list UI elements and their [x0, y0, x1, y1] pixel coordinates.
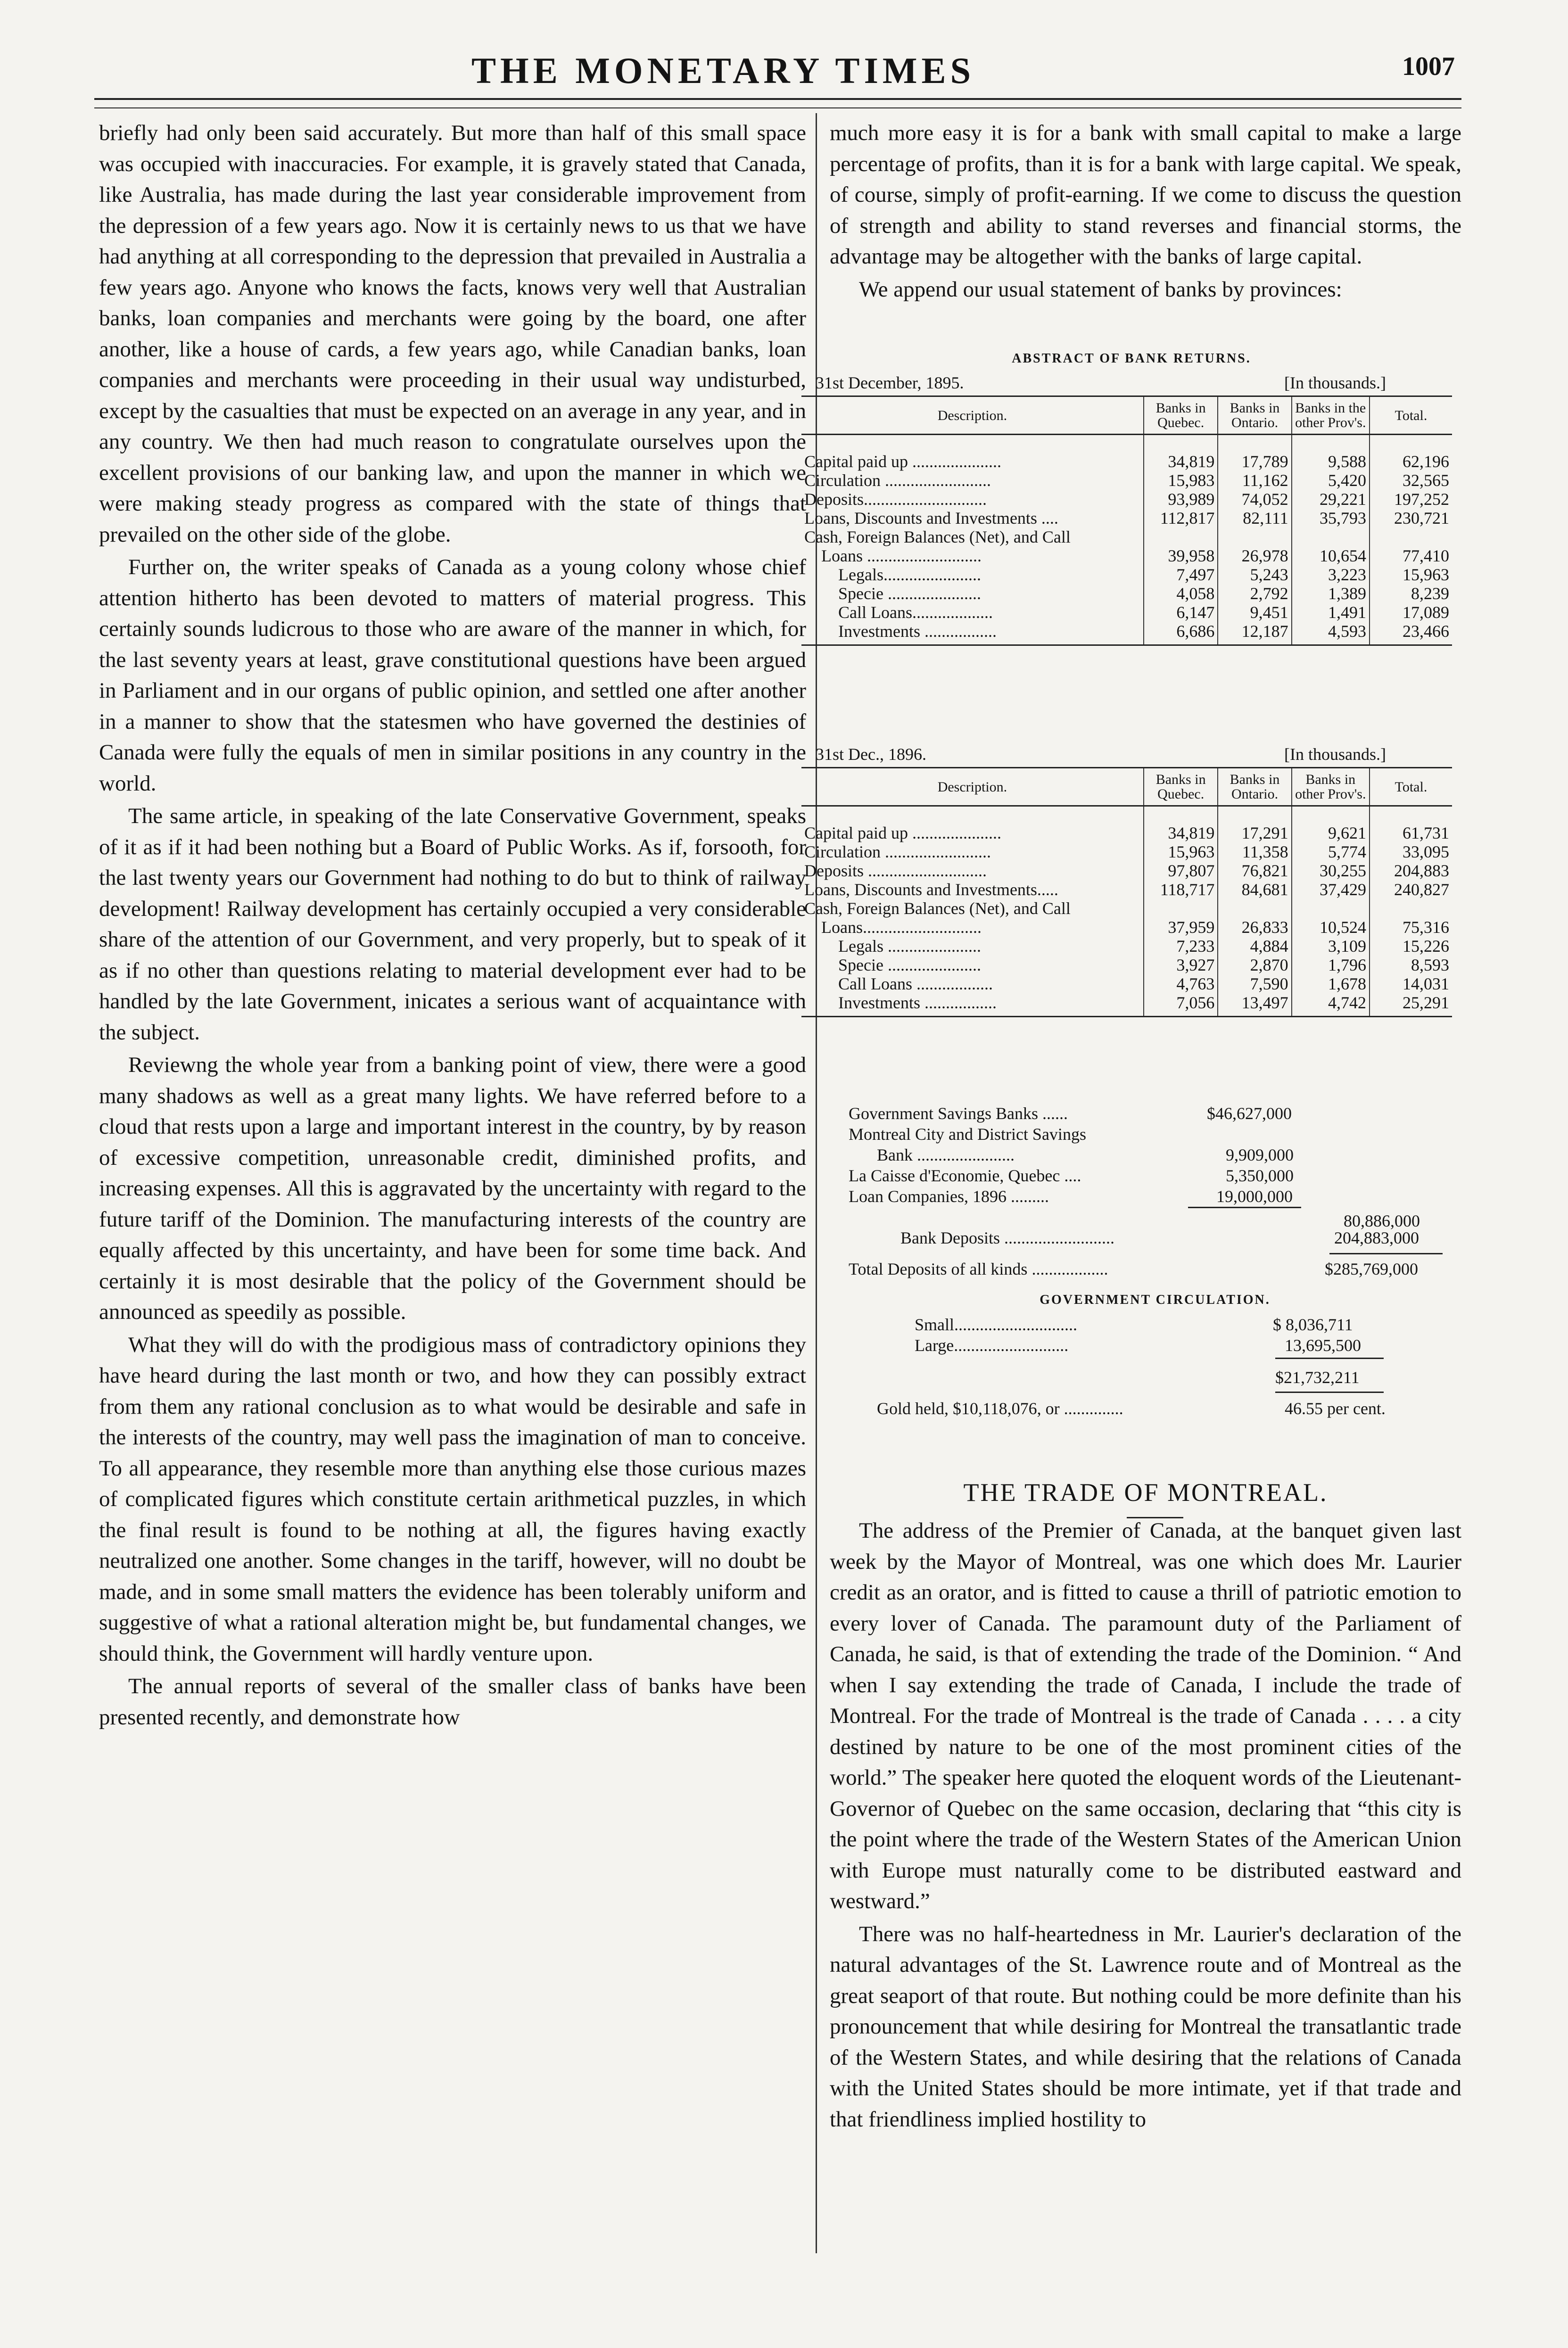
row-value: 84,681 [1218, 880, 1291, 899]
row-value: 4,058 [1144, 584, 1218, 603]
row-value: 15,226 [1370, 937, 1452, 956]
row-value: 17,789 [1218, 435, 1291, 471]
table-row [801, 918, 1452, 937]
summary-amount: 19,000,000 [1216, 1187, 1293, 1206]
row-value: 61,731 [1370, 806, 1452, 843]
table-row [801, 937, 1452, 956]
row-value: 29,221 [1292, 490, 1370, 509]
row-value: 62,196 [1370, 435, 1452, 471]
row-value: 2,792 [1218, 584, 1291, 603]
summary-amount: $ 8,036,711 [1273, 1315, 1353, 1334]
summary-label: Bank ....................... [877, 1145, 1015, 1164]
paragraph: The address of the Premier of Canada, at the banquet given last week by the Mayor of Montreal, was one which does Mr. Laurier credit as an orator, and is fitted to cause a thrill of patriotic emotion to every lover of Canada. The paramount duty of the Parliament of Canada, he said, is that of extending the trade of the Dominion. “ And when I say extending the trade of Canada, I include the trade of Montreal. For the trade of Montreal is the trade of Canada . . . . a city destined by nature to be one of the most prominent cities of the world.” The speaker here quoted the eloquent words of the Lieutenant-Governor of Quebec on the same occasion, declaring that “this city is the point where the trade of the Western States of the American Union with Europe must naturally come to be distributed eastward and westward.” [830, 1518, 1461, 1913]
row-value: 197,252 [1370, 490, 1452, 509]
table-row [801, 546, 1452, 565]
summary-label: Small............................. [915, 1315, 1078, 1334]
row-value: 30,255 [1292, 861, 1370, 880]
summary-label: Montreal City and District Savings [849, 1125, 1086, 1144]
row-value: 7,233 [1144, 937, 1218, 956]
section-title: THE TRADE OF MONTREAL. [963, 1478, 1328, 1507]
row-value: 7,497 [1144, 565, 1218, 584]
row-value: 4,884 [1218, 937, 1291, 956]
trade-article [830, 1516, 1461, 2137]
row-value: 9,451 [1218, 603, 1291, 622]
row-value: 10,654 [1292, 546, 1370, 565]
row-value: 12,187 [1218, 622, 1291, 645]
row-value: 23,466 [1370, 622, 1452, 645]
row-value: 1,389 [1292, 584, 1370, 603]
row-value: 7,056 [1144, 993, 1218, 1017]
summary-label: Government Savings Banks ...... [849, 1104, 1068, 1123]
col-header: Banks in Ontario. [1218, 768, 1291, 806]
row-value: 26,833 [1218, 918, 1291, 937]
publication-title: THE MONETARY TIMES [471, 50, 975, 91]
row-description: Loans............................ [804, 918, 982, 937]
row-value: 15,983 [1144, 471, 1218, 490]
col-header: Total. [1370, 396, 1452, 435]
row-value [1218, 899, 1291, 918]
row-value: 240,827 [1370, 880, 1452, 899]
row-value: 1,678 [1292, 974, 1370, 993]
row-value: 3,223 [1292, 565, 1370, 584]
bank-returns-1896 [801, 738, 1461, 1017]
row-value: 4,593 [1292, 622, 1370, 645]
row-value [1292, 899, 1370, 918]
paragraph: We append our usual statement of banks by provinces: [859, 277, 1342, 302]
row-value: 204,883 [1370, 861, 1452, 880]
row-description: Circulation ......................... [804, 471, 991, 490]
gov-circulation-title: GOVERNMENT CIRCULATION. [1040, 1293, 1271, 1307]
table-unit: [In thousands.] [1284, 373, 1386, 392]
row-description: Cash, Foreign Balances (Net), and Call [804, 527, 1071, 546]
row-value: 75,316 [1370, 918, 1452, 937]
table-row [801, 861, 1452, 880]
table-row [801, 435, 1452, 471]
table-row [801, 603, 1452, 622]
row-value: 74,052 [1218, 490, 1291, 509]
masthead [0, 45, 1568, 97]
paragraph: There was no half-heartedness in Mr. Laurier's declaration of the natural advantages of the St. Lawrence route and of Montreal as the great seaport of that route. But nothing could be more definite than his pronouncement that while desiring for Montreal the transatlantic trade of the Western States, and while desiring that the relations of Canada with the United States should be more intimate, yet if that trade and that friendliness implied hostility to [830, 1921, 1461, 2132]
table-date: 31st Dec., 1896. [816, 745, 926, 764]
summary-label: La Caisse d'Economie, Quebec .... [849, 1166, 1081, 1185]
row-description: Investments ................. [801, 993, 1144, 1017]
row-value: 1,796 [1292, 956, 1370, 974]
row-value: 15,963 [1144, 842, 1218, 861]
left-column [99, 118, 806, 1735]
row-description: Loans ........................... [804, 546, 982, 565]
row-description: Specie ...................... [804, 584, 981, 603]
row-value [1144, 899, 1218, 918]
table-row [801, 842, 1452, 861]
row-value: 5,420 [1292, 471, 1370, 490]
row-description: Call Loans................... [804, 603, 993, 622]
row-value: 37,959 [1144, 918, 1218, 937]
row-value: 76,821 [1218, 861, 1291, 880]
row-value: 34,819 [1144, 435, 1218, 471]
bank-returns-1895 [801, 351, 1461, 646]
row-value: 230,721 [1370, 509, 1452, 527]
row-value: 82,111 [1218, 509, 1291, 527]
summary-label: Total Deposits of all kinds .................. [849, 1260, 1108, 1278]
row-description: Legals....................... [804, 565, 981, 584]
bank-table [801, 395, 1452, 646]
row-value: 9,621 [1292, 806, 1370, 843]
paragraph: What they will do with the prodigious mass of contradictory opinions they have heard during the last month or two, and how they can possibly extract from them any rational conclusion as to what would be desirable and safe in the interests of the country, may well pass the imagination of man to conceive. To all appearance, they resemble more than anything else those curious mazes of complicated figures which constitute certain arithmetical puzzles, in which the final result is found to be nothing at all, the figures having exactly neutralized one another. Some changes in the tariff, however, will no doubt be made, and in some small matters the evidence has been tolerably uniform and suggestive of what a rational alteration might be, but fundamental changes, we should think, the Government will hardly venture upon. [99, 1332, 806, 1666]
table-row [801, 527, 1452, 546]
row-value: 32,565 [1370, 471, 1452, 490]
row-value: 8,239 [1370, 584, 1452, 603]
row-value [1292, 527, 1370, 546]
row-description: Investments ................. [801, 622, 1144, 645]
summary-amount: 9,909,000 [1226, 1145, 1294, 1164]
row-value: 11,162 [1218, 471, 1291, 490]
row-value [1144, 527, 1218, 546]
row-value [1218, 527, 1291, 546]
col-header: Total. [1370, 768, 1452, 806]
paragraph: briefly had only been said accurately. But more than half of this small space was occupied with inaccuracies. For example, it is gravely stated that Canada, like Australia, has made during the last year considerable improvement from the depression of a few years ago. Now it is certainly news to us that we have had anything at all corresponding to the depression that prevailed in Australia a few years ago. Anyone who knows the facts, knows very well that Australian banks, loan companies and merchants were going by the board, one after another, like a house of cards, a few years ago, while Canadian banks, loan companies and merchants were proceeding in their usual way undisturbed, except by the casualties that must be expected on an average in any year, and in any country. We then had much reason to congratulate ourselves upon the excellent provisions of our banking law, and upon the manner in which we were making steady progress as compared with the state of things that prevailed on the other side of the globe. [99, 121, 806, 547]
bank-table [801, 767, 1452, 1017]
row-value: 1,491 [1292, 603, 1370, 622]
row-value [1370, 899, 1452, 918]
row-description: Capital paid up ..................... [804, 824, 1001, 842]
summary-amount: $285,769,000 [1325, 1260, 1418, 1278]
summary-amount: 80,886,000 [1344, 1211, 1420, 1230]
paragraph: much more easy it is for a bank with small capital to make a large percentage of profits, than it is for a bank with large capital. We speak, of course, simply of profit-earning. If we come to discuss the question of strength and ability to stand reverses and financial storms, the advantage may be altogether with the banks of large capital. [830, 121, 1461, 269]
summary-amount: 46.55 per cent. [1285, 1399, 1386, 1418]
row-value: 13,497 [1218, 993, 1291, 1017]
row-value: 34,819 [1144, 806, 1218, 843]
row-value: 118,717 [1144, 880, 1218, 899]
summary-label: Loan Companies, 1896 ......... [849, 1187, 1049, 1206]
row-description: Cash, Foreign Balances (Net), and Call [804, 899, 1071, 918]
table-unit: [In thousands.] [1284, 745, 1386, 764]
row-value: 2,870 [1218, 956, 1291, 974]
row-description: Loans, Discounts and Investments..... [804, 880, 1058, 899]
row-value: 6,147 [1144, 603, 1218, 622]
table-row [801, 584, 1452, 603]
summary-label: Bank Deposits .......................... [900, 1228, 1114, 1247]
row-description: Legals ...................... [804, 937, 981, 956]
summary-amount: 13,695,500 [1285, 1336, 1361, 1355]
row-value: 15,963 [1370, 565, 1452, 584]
table-row [801, 806, 1452, 843]
row-value: 33,095 [1370, 842, 1452, 861]
row-value: 39,958 [1144, 546, 1218, 565]
row-value: 25,291 [1370, 993, 1452, 1017]
table-row [801, 622, 1452, 645]
row-value: 7,590 [1218, 974, 1291, 993]
row-description: Circulation ......................... [804, 842, 991, 861]
row-value: 17,089 [1370, 603, 1452, 622]
table-row [801, 880, 1452, 899]
summary-amount: 5,350,000 [1226, 1166, 1294, 1185]
table-row [801, 509, 1452, 527]
right-column-top [830, 118, 1461, 307]
row-value: 14,031 [1370, 974, 1452, 993]
paragraph: The same article, in speaking of the late Conservative Government, speaks of it as if it had been nothing but a Board of Public Works. As if, forsooth, for the last twenty years our Government had nothing to do but to think of railway development! Railway development has certainly occupied a very considerable share of the attention of our Government, and very properly, but to speak of it as if no other than questions relating to material development ever had to be handled by the late Government, inicates a serious want of acquaintance with the subject. [99, 804, 806, 1045]
row-description: Loans, Discounts and Investments .... [804, 509, 1058, 527]
table-row [801, 974, 1452, 993]
col-header: Description. [801, 768, 1144, 806]
table-row [801, 471, 1452, 490]
summary-label: Large........................... [915, 1336, 1069, 1355]
row-value: 35,793 [1292, 509, 1370, 527]
row-value: 112,817 [1144, 509, 1218, 527]
abstract-title: ABSTRACT OF BANK RETURNS. [1012, 351, 1251, 366]
table-row [801, 565, 1452, 584]
row-value: 3,927 [1144, 956, 1218, 974]
row-value: 5,774 [1292, 842, 1370, 861]
row-value: 3,109 [1292, 937, 1370, 956]
row-value: 37,429 [1292, 880, 1370, 899]
row-value: 8,593 [1370, 956, 1452, 974]
row-value: 93,989 [1144, 490, 1218, 509]
row-description: Deposits............................. [804, 490, 987, 509]
col-header: Banks in Quebec. [1144, 396, 1218, 435]
paragraph: The annual reports of several of the smaller class of banks have been presented recently, and demonstrate how [99, 1674, 806, 1730]
deposits-summary [849, 1103, 1461, 1419]
header-rule [94, 98, 1461, 108]
table-row [801, 956, 1452, 974]
row-value: 4,763 [1144, 974, 1218, 993]
row-value: 11,358 [1218, 842, 1291, 861]
col-header: Banks in Ontario. [1218, 396, 1291, 435]
table-row [801, 490, 1452, 509]
table-row [801, 993, 1452, 1017]
summary-label: Gold held, $10,118,076, or .............. [877, 1399, 1123, 1418]
col-header: Banks in the other Prov's. [1292, 396, 1370, 435]
row-value: 10,524 [1292, 918, 1370, 937]
col-header: Banks in other Prov's. [1292, 768, 1370, 806]
paragraph: Reviewng the whole year from a banking point of view, there were a good many shadows as well as a great many lights. We have referred before to a cloud that rests upon a large and important interest in the country, by by reason of excessive competition, unreasonable credit, diminished profits, and increasing expenses. All this is aggravated by the uncertainty with regard to the future tariff of the Dominion. The manufacturing interests of the country are equally affected by this uncertainty, and have been for some time back. And certainly it is most desirable that the policy of the Government should be announced as speedily as possible. [99, 1053, 806, 1324]
row-value: 6,686 [1144, 622, 1218, 645]
col-header: Description. [801, 396, 1144, 435]
row-value: 5,243 [1218, 565, 1291, 584]
table-row [801, 899, 1452, 918]
row-description: Deposits ............................ [804, 861, 987, 880]
row-description: Capital paid up ..................... [804, 452, 1001, 471]
table-date: 31st December, 1895. [816, 373, 964, 392]
col-header: Banks in Quebec. [1144, 768, 1218, 806]
row-description: Call Loans .................. [804, 974, 993, 993]
summary-amount: $21,732,211 [1275, 1368, 1360, 1387]
page-number: 1007 [1402, 52, 1455, 81]
row-value: 77,410 [1370, 546, 1452, 565]
row-value: 97,807 [1144, 861, 1218, 880]
row-value: 26,978 [1218, 546, 1291, 565]
summary-amount: 204,883,000 [1334, 1228, 1419, 1247]
row-value [1370, 527, 1452, 546]
row-value: 17,291 [1218, 806, 1291, 843]
paragraph: Further on, the writer speaks of Canada as a young colony whose chief attention hitherto has been devoted to matters of material progress. This certainly sounds ludicrous to those who are aware of the manner in which, for the last seventy years at least, grave constitutional questions have been argued in Parliament and in our organs of public opinion, and settled one after another in a manner to show that the statesmen who have governed the destinies of Canada were fully the equals of men in similar positions in any country in the world. [99, 555, 806, 796]
summary-amount: $46,627,000 [1207, 1104, 1292, 1123]
row-value: 9,588 [1292, 435, 1370, 471]
row-description: Specie ...................... [804, 956, 981, 974]
row-value: 4,742 [1292, 993, 1370, 1017]
